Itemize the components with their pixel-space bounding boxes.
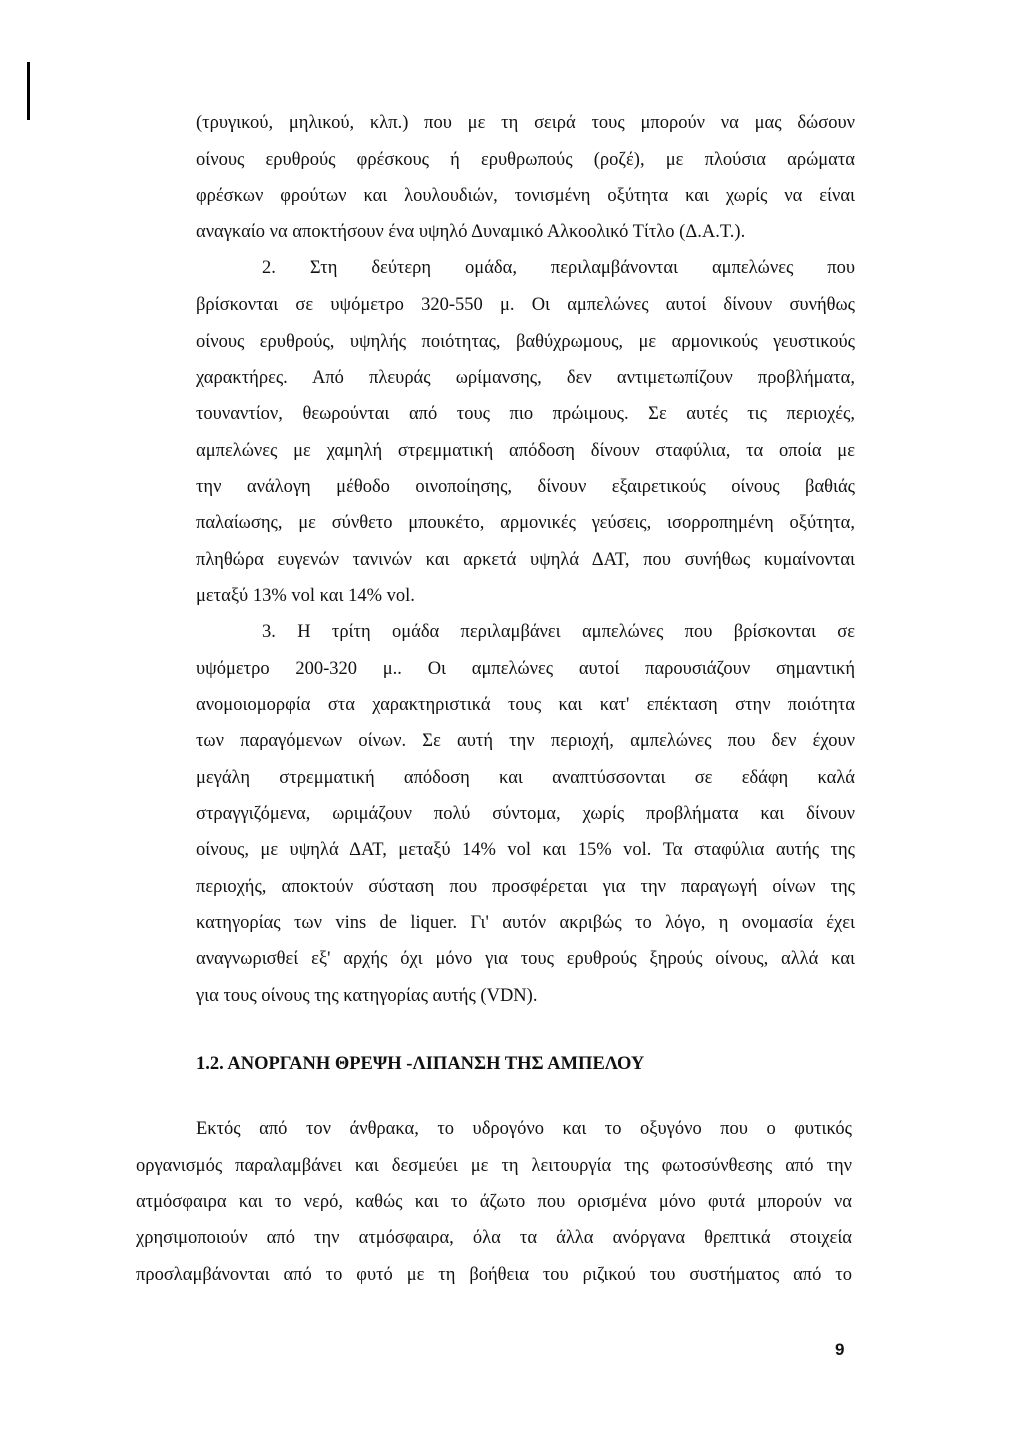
text-line: ανομοιομορφία στα χαρακτηριστικά τους και κατ' επέκταση στην ποιότητα <box>196 695 855 715</box>
text-line: περιοχής, αποκτούν σύσταση που προσφέρεται για την παραγωγή οίνων της <box>196 877 855 897</box>
text-line: πληθώρα ευγενών τανινών και αρκετά υψηλά ΔΑΤ, που συνήθως κυμαίνονται <box>196 550 855 570</box>
text-line: υψόμετρο 200-320 μ.. Οι αμπελώνες αυτοί παρουσιάζουν σημαντική <box>196 659 855 679</box>
text-line: χαρακτήρες. Από πλευράς ωρίμανσης, δεν αντιμετωπίζουν προβλήματα, <box>196 368 855 388</box>
text-line: των παραγόμενων οίνων. Σε αυτή την περιοχή, αμπελώνες που δεν έχουν <box>196 731 855 751</box>
text-line: χρησιμοποιούν από την ατμόσφαιρα, όλα τα άλλα ανόργανα θρεπτικά στοιχεία <box>136 1228 852 1248</box>
text-line: οίνους ερυθρούς φρέσκους ή ερυθρωπούς (ροζέ), με πλούσια αρώματα <box>196 150 855 170</box>
text-line: ατμόσφαιρα και το νερό, καθώς και το άζωτο που ορισμένα μόνο φυτά μπορούν να <box>136 1192 852 1212</box>
section-heading: 1.2. ΑΝΟΡΓΑΝΗ ΘΡΕΨΗ -ΛΙΠΑΝΣΗ ΤΗΣ ΑΜΠΕΛΟΥ <box>196 1054 645 1074</box>
text-line: μεταξύ 13% vol και 14% vol. <box>196 586 415 606</box>
text-line: βρίσκονται σε υψόμετρο 320-550 μ. Οι αμπελώνες αυτοί δίνουν συνήθως <box>196 295 855 315</box>
text-line: κατηγορίας των vins de liquer. Γι' αυτόν ακριβώς το λόγο, η ονομασία έχει <box>196 913 855 933</box>
text-line: φρέσκων φρούτων και λουλουδιών, τονισμένη οξύτητα και χωρίς να είναι <box>196 186 855 206</box>
text-line: αμπελώνες με χαμηλή στρεμματική απόδοση δίνουν σταφύλια, τα οποία με <box>196 441 855 461</box>
text-line: παλαίωσης, με σύνθετο μπουκέτο, αρμονικές γεύσεις, ισορροπημένη οξύτητα, <box>196 513 855 533</box>
text-line: οίνους, με υψηλά ΔΑΤ, μεταξύ 14% vol και 15% vol. Τα σταφύλια αυτής της <box>196 840 855 860</box>
list-item-3: 3. Η τρίτη ομάδα περιλαμβάνει αμπελώνες που βρίσκονται σε <box>262 622 855 642</box>
page-edge-bar <box>27 62 30 120</box>
text-line: τουναντίον, θεωρούνται από τους πιο πρώιμους. Σε αυτές τις περιοχές, <box>196 404 855 424</box>
text-line: μεγάλη στρεμματική απόδοση και αναπτύσσονται σε εδάφη καλά <box>196 768 855 788</box>
text-line: (τρυγικού, μηλικού, κλπ.) που με τη σειρά τους μπορούν να μας δώσουν <box>196 113 855 133</box>
text-line: για τους οίνους της κατηγορίας αυτής (VDN). <box>196 986 538 1006</box>
text-line: αναγκαίο να αποκτήσουν ένα υψηλό Δυναμικό Αλκοολικό Τίτλο (Δ.Α.Τ.). <box>196 222 746 242</box>
text-line: οργανισμός παραλαμβάνει και δεσμεύει με τη λειτουργία της φωτοσύνθεσης από την <box>136 1156 852 1176</box>
text-line: την ανάλογη μέθοδο οινοποίησης, δίνουν εξαιρετικούς οίνους βαθιάς <box>196 477 855 497</box>
text-line: στραγγιζόμενα, ωριμάζουν πολύ σύντομα, χωρίς προβλήματα και δίνουν <box>196 804 855 824</box>
list-item-2: 2. Στη δεύτερη ομάδα, περιλαμβάνονται αμπελώνες που <box>262 258 855 278</box>
text-line: προσλαμβάνονται από το φυτό με τη βοήθεια του ριζικού του συστήματος από το <box>136 1265 852 1285</box>
page-number: 9 <box>835 1340 845 1359</box>
text-line: οίνους ερυθρούς, υψηλής ποιότητας, βαθύχρωμους, με αρμονικούς γευστικούς <box>196 332 855 352</box>
text-line: αναγνωρισθεί εξ' αρχής όχι μόνο για τους ερυθρούς ξηρούς οίνους, αλλά και <box>196 949 855 969</box>
text-line: Εκτός από τον άνθρακα, το υδρογόνο και το οξυγόνο που ο φυτικός <box>196 1119 852 1139</box>
